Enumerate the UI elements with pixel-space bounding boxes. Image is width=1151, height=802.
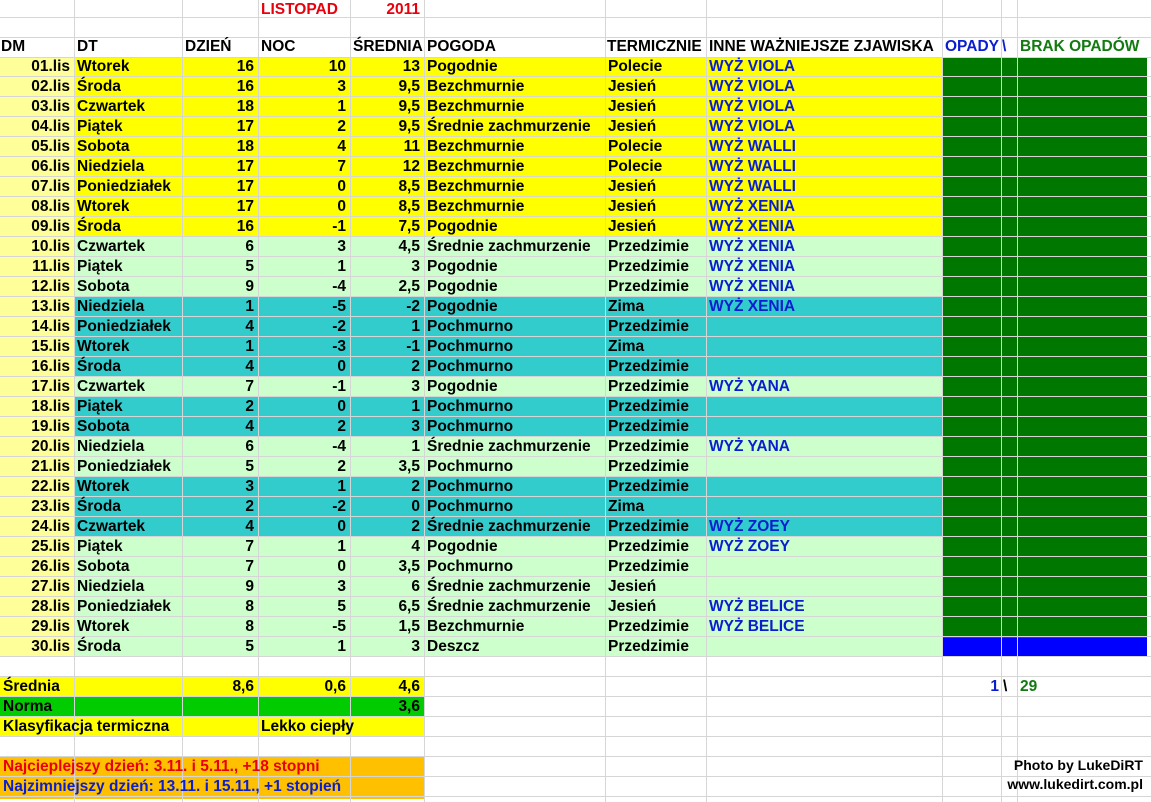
night-temp-cell[interactable]: 5 [337, 598, 346, 615]
event-cell[interactable] [706, 357, 942, 377]
night-temp-cell[interactable]: 2 [337, 118, 346, 135]
event-cell[interactable]: WYŻ XENIA [709, 278, 796, 295]
weather-cell[interactable]: Średnie zachmurzenie [427, 598, 591, 615]
avg-temp-cell[interactable]: 2 [411, 518, 420, 535]
night-temp-cell[interactable]: 7 [337, 158, 346, 175]
thermal-cell[interactable]: Przedzimie [608, 538, 689, 555]
weather-cell[interactable]: Pochmurno [427, 418, 514, 435]
table-row [0, 517, 1151, 537]
table-row [0, 637, 1151, 657]
day-temp-cell[interactable]: 16 [236, 218, 254, 235]
weather-cell[interactable]: Bezchmurnie [427, 138, 525, 155]
night-temp-cell[interactable]: 0 [337, 558, 346, 575]
thermal-cell[interactable]: Przedzimie [608, 438, 689, 455]
avg-temp-cell[interactable]: 3,5 [398, 458, 420, 475]
thermal-cell[interactable]: Jesień [608, 98, 657, 115]
day-temp-cell[interactable]: 4 [245, 358, 254, 375]
weather-cell[interactable]: Pogodnie [427, 298, 498, 315]
weather-cell[interactable]: Średnie zachmurzenie [427, 578, 591, 595]
table-row [0, 337, 1151, 357]
weekday-cell[interactable]: Wtorek [77, 478, 130, 495]
date-cell[interactable]: 17.lis [31, 378, 70, 395]
table-row [0, 437, 1151, 457]
day-temp-cell[interactable]: 4 [245, 518, 254, 535]
day-temp-cell[interactable]: 2 [245, 398, 254, 415]
date-cell[interactable]: 21.lis [31, 458, 70, 475]
weather-cell[interactable]: Pochmurno [427, 338, 514, 355]
avg-temp-cell[interactable]: 2 [411, 358, 420, 375]
weekday-cell[interactable]: Niedziela [77, 438, 145, 455]
avg-temp-cell[interactable]: 11 [403, 138, 420, 155]
weekday-cell[interactable]: Sobota [77, 418, 130, 435]
thermal-cell[interactable]: Przedzimie [608, 398, 689, 415]
thermal-cell[interactable]: Przedzimie [608, 278, 689, 295]
event-cell[interactable] [706, 637, 942, 657]
table-row [0, 597, 1151, 617]
class-value[interactable]: Lekko ciepły [261, 718, 355, 735]
night-temp-cell[interactable]: -1 [332, 378, 346, 395]
header-day[interactable]: DZIEŃ [185, 38, 232, 55]
event-cell[interactable] [706, 577, 942, 597]
event-cell[interactable]: WYŻ YANA [709, 378, 790, 395]
table-row [0, 377, 1151, 397]
event-cell[interactable]: WYŻ XENIA [709, 218, 796, 235]
thermal-cell[interactable]: Przedzimie [608, 378, 689, 395]
thermal-cell[interactable]: Przedzimie [608, 258, 689, 275]
thermal-cell[interactable]: Jesień [608, 178, 657, 195]
weekday-cell[interactable]: Piątek [77, 398, 123, 415]
date-cell[interactable]: 30.lis [31, 638, 70, 655]
summary-sep: \ [1003, 678, 1008, 695]
date-cell[interactable]: 22.lis [31, 478, 70, 495]
avg-temp-cell[interactable]: 3,5 [398, 558, 420, 575]
date-cell[interactable]: 20.lis [31, 438, 70, 455]
day-temp-cell[interactable]: 17 [236, 198, 254, 215]
date-cell[interactable]: 04.lis [31, 118, 70, 135]
day-temp-cell[interactable]: 1 [245, 338, 254, 355]
day-temp-cell[interactable]: 9 [245, 578, 254, 595]
thermal-cell[interactable]: Przedzimie [608, 418, 689, 435]
weather-cell[interactable]: Średnie zachmurzenie [427, 438, 591, 455]
event-cell[interactable]: WYŻ XENIA [709, 258, 796, 275]
event-cell[interactable]: WYŻ WALLI [709, 138, 796, 155]
header-noprecip[interactable]: BRAK OPADÓW [1020, 38, 1140, 55]
night-temp-cell[interactable]: 1 [337, 638, 346, 655]
table-row [0, 97, 1151, 117]
event-cell[interactable]: WYŻ BELICE [709, 618, 805, 635]
night-temp-cell[interactable]: 2 [337, 418, 346, 435]
header-events[interactable]: INNE WAŻNIEJSZE ZJAWISKA [709, 38, 934, 55]
date-cell[interactable]: 10.lis [31, 238, 70, 255]
night-temp-cell[interactable]: 0 [337, 358, 346, 375]
thermal-cell[interactable]: Jesień [608, 118, 657, 135]
event-cell[interactable]: WYŻ XENIA [709, 238, 796, 255]
day-temp-cell[interactable]: 8 [245, 618, 254, 635]
date-cell[interactable]: 06.lis [31, 158, 70, 175]
date-cell[interactable]: 13.lis [31, 298, 70, 315]
table-row [0, 417, 1151, 437]
date-cell[interactable]: 28.lis [31, 598, 70, 615]
thermal-cell[interactable]: Przedzimie [608, 518, 689, 535]
event-cell[interactable]: WYŻ YANA [709, 438, 790, 455]
event-cell[interactable] [706, 497, 942, 517]
date-cell[interactable]: 07.lis [31, 178, 70, 195]
night-temp-cell[interactable]: 1 [337, 258, 346, 275]
weather-cell[interactable]: Pogodnie [427, 218, 498, 235]
weather-cell[interactable]: Pochmurno [427, 458, 514, 475]
class-label[interactable]: Klasyfikacja termiczna [3, 718, 170, 735]
event-cell[interactable]: WYŻ BELICE [709, 598, 805, 615]
table-row [0, 577, 1151, 597]
avg-night-value[interactable]: 0,6 [324, 678, 346, 695]
date-cell[interactable]: 24.lis [31, 518, 70, 535]
night-temp-cell[interactable]: 4 [337, 138, 346, 155]
day-temp-cell[interactable]: 16 [236, 58, 254, 75]
date-cell[interactable]: 09.lis [31, 218, 70, 235]
table-row [0, 77, 1151, 97]
event-cell[interactable]: WYŻ VIOLA [709, 78, 796, 95]
night-temp-cell[interactable]: 10 [328, 58, 346, 75]
date-cell[interactable]: 18.lis [31, 398, 70, 415]
thermal-cell[interactable]: Zima [608, 498, 645, 515]
table-row [0, 177, 1151, 197]
weekday-cell[interactable]: Środa [77, 498, 121, 515]
table-row [0, 537, 1151, 557]
header-sep: \ [1002, 38, 1007, 55]
coldest-day-note[interactable]: Najzimniejszy dzień: 13.11. i 15.11., +1 stopień [3, 778, 342, 795]
avg-temp-cell[interactable]: 13 [402, 58, 420, 75]
weather-cell[interactable]: Pogodnie [427, 258, 498, 275]
date-cell[interactable]: 27.lis [31, 578, 70, 595]
thermal-cell[interactable]: Polecie [608, 138, 663, 155]
weekday-cell[interactable]: Poniedziałek [77, 598, 171, 615]
weather-cell[interactable]: Pochmurno [427, 558, 514, 575]
weekday-cell[interactable]: Wtorek [77, 618, 130, 635]
thermal-cell[interactable]: Jesień [608, 598, 657, 615]
weekday-cell[interactable]: Wtorek [77, 338, 130, 355]
weather-cell[interactable]: Pogodnie [427, 58, 498, 75]
night-temp-cell[interactable]: 3 [337, 238, 346, 255]
avg-label[interactable]: Średnia [3, 678, 60, 695]
weather-cell[interactable]: Bezchmurnie [427, 178, 525, 195]
weekday-cell[interactable]: Wtorek [77, 198, 130, 215]
avg-temp-cell[interactable]: 4 [411, 538, 420, 555]
table-row [0, 137, 1151, 157]
event-cell[interactable] [706, 417, 942, 437]
day-temp-cell[interactable]: 6 [245, 438, 254, 455]
header-thermal[interactable]: TERMICZNIE [607, 38, 702, 55]
weekday-cell[interactable]: Poniedziałek [77, 458, 171, 475]
table-row [0, 297, 1151, 317]
avg-day-value[interactable]: 8,6 [232, 678, 254, 695]
night-temp-cell[interactable]: -2 [332, 498, 346, 515]
table-row [0, 557, 1151, 577]
table-row [0, 277, 1151, 297]
date-cell[interactable]: 05.lis [31, 138, 70, 155]
weekday-cell[interactable]: Piątek [77, 118, 123, 135]
avg-temp-cell[interactable]: 3 [411, 418, 420, 435]
night-temp-cell[interactable]: 0 [337, 198, 346, 215]
date-cell[interactable]: 14.lis [31, 318, 70, 335]
weekday-cell[interactable]: Poniedziałek [77, 178, 171, 195]
avg-temp-cell[interactable]: 6 [411, 578, 420, 595]
avg-temp-cell[interactable]: 9,5 [398, 78, 420, 95]
weekday-cell[interactable]: Środa [77, 638, 121, 655]
night-temp-cell[interactable]: -5 [332, 298, 346, 315]
avg-temp-cell[interactable]: 6,5 [398, 598, 420, 615]
weekday-cell[interactable]: Sobota [77, 138, 130, 155]
day-temp-cell[interactable]: 18 [236, 98, 254, 115]
weather-cell[interactable]: Średnie zachmurzenie [427, 518, 591, 535]
avg-temp-cell[interactable]: 3 [411, 258, 420, 275]
weekday-cell[interactable]: Środa [77, 78, 121, 95]
website-credit: www.lukedirt.com.pl [1007, 776, 1143, 792]
weekday-cell[interactable]: Sobota [77, 558, 130, 575]
weather-cell[interactable]: Pogodnie [427, 538, 498, 555]
weekday-cell[interactable]: Niedziela [77, 578, 145, 595]
avg-temp-cell[interactable]: 1 [411, 318, 420, 335]
event-cell[interactable]: WYŻ VIOLA [709, 98, 796, 115]
day-temp-cell[interactable]: 17 [236, 158, 254, 175]
weather-cell[interactable]: Bezchmurnie [427, 198, 525, 215]
event-cell[interactable] [706, 557, 942, 577]
date-cell[interactable]: 01.lis [31, 58, 70, 75]
event-cell[interactable]: WYŻ VIOLA [709, 58, 796, 75]
thermal-cell[interactable]: Przedzimie [608, 478, 689, 495]
weather-cell[interactable]: Pochmurno [427, 478, 514, 495]
weekday-cell[interactable]: Czwartek [77, 98, 146, 115]
night-temp-cell[interactable]: -1 [332, 218, 346, 235]
table-row [0, 217, 1151, 237]
weather-cell[interactable]: Bezchmurnie [427, 78, 525, 95]
table-row [0, 357, 1151, 377]
avg-temp-cell[interactable]: 12 [402, 158, 420, 175]
weekday-cell[interactable]: Wtorek [77, 58, 130, 75]
weather-cell[interactable]: Pochmurno [427, 498, 514, 515]
table-row [0, 457, 1151, 477]
date-cell[interactable]: 12.lis [31, 278, 70, 295]
norm-label[interactable]: Norma [3, 698, 53, 715]
avg-temp-cell[interactable]: -1 [406, 338, 420, 355]
table-row [0, 317, 1151, 337]
avg-temp-cell[interactable]: 0 [411, 498, 420, 515]
event-cell[interactable] [706, 337, 942, 357]
table-row [0, 477, 1151, 497]
night-temp-cell[interactable]: 3 [337, 578, 346, 595]
header-avg[interactable]: ŚREDNIA [353, 38, 423, 55]
thermal-cell[interactable]: Przedzimie [608, 558, 689, 575]
date-cell[interactable]: 11.lis [32, 258, 70, 275]
day-temp-cell[interactable]: 3 [245, 478, 254, 495]
night-temp-cell[interactable]: 0 [337, 178, 346, 195]
photo-credit: Photo by LukeDiRT [1013, 757, 1143, 773]
avg-temp-cell[interactable]: 8,5 [398, 178, 420, 195]
weekday-cell[interactable]: Piątek [77, 538, 123, 555]
event-cell[interactable]: WYŻ WALLI [709, 178, 796, 195]
event-cell[interactable]: WYŻ ZOEY [709, 518, 790, 535]
thermal-cell[interactable]: Jesień [608, 78, 657, 95]
weather-cell[interactable]: Deszcz [427, 638, 480, 655]
avg-avg-value[interactable]: 4,6 [398, 678, 420, 695]
table-row [0, 617, 1151, 637]
day-temp-cell[interactable]: 9 [245, 278, 254, 295]
date-cell[interactable]: 08.lis [31, 198, 70, 215]
night-temp-cell[interactable]: -3 [332, 338, 346, 355]
thermal-cell[interactable]: Przedzimie [608, 358, 689, 375]
weekday-cell[interactable]: Środa [77, 218, 121, 235]
weather-cell[interactable]: Pochmurno [427, 398, 514, 415]
avg-temp-cell[interactable]: 4,5 [398, 238, 420, 255]
thermal-cell[interactable]: Zima [608, 298, 645, 315]
weekday-cell[interactable]: Czwartek [77, 238, 146, 255]
weekday-cell[interactable]: Środa [77, 358, 121, 375]
avg-temp-cell[interactable]: 9,5 [398, 118, 420, 135]
event-cell[interactable]: WYŻ ZOEY [709, 538, 790, 555]
night-temp-cell[interactable]: 2 [337, 458, 346, 475]
date-cell[interactable]: 16.lis [31, 358, 70, 375]
header-weather[interactable]: POGODA [427, 38, 496, 55]
day-temp-cell[interactable]: 4 [245, 418, 254, 435]
thermal-cell[interactable]: Polecie [608, 58, 663, 75]
avg-temp-cell[interactable]: 1,5 [398, 618, 420, 635]
day-temp-cell[interactable]: 16 [236, 78, 254, 95]
day-temp-cell[interactable]: 7 [245, 558, 254, 575]
header-night[interactable]: NOC [261, 38, 296, 55]
night-temp-cell[interactable]: -5 [332, 618, 346, 635]
avg-temp-cell[interactable]: 7,5 [398, 218, 420, 235]
avg-temp-cell[interactable]: 9,5 [398, 98, 420, 115]
day-temp-cell[interactable]: 5 [245, 258, 254, 275]
thermal-cell[interactable]: Jesień [608, 218, 657, 235]
event-cell[interactable]: WYŻ VIOLA [709, 118, 796, 135]
day-temp-cell[interactable]: 7 [245, 378, 254, 395]
avg-temp-cell[interactable]: 8,5 [398, 198, 420, 215]
avg-temp-cell[interactable]: -2 [406, 298, 420, 315]
weather-cell[interactable]: Pogodnie [427, 278, 498, 295]
avg-temp-cell[interactable]: 3 [411, 378, 420, 395]
weather-cell[interactable]: Bezchmurnie [427, 158, 525, 175]
weather-cell[interactable]: Bezchmurnie [427, 98, 525, 115]
event-cell[interactable]: WYŻ WALLI [709, 158, 796, 175]
thermal-cell[interactable]: Przedzimie [608, 638, 689, 655]
day-temp-cell[interactable]: 1 [245, 298, 254, 315]
night-temp-cell[interactable]: 0 [337, 518, 346, 535]
day-temp-cell[interactable]: 5 [245, 638, 254, 655]
day-temp-cell[interactable]: 4 [245, 318, 254, 335]
day-temp-cell[interactable]: 17 [236, 178, 254, 195]
date-cell[interactable]: 29.lis [31, 618, 70, 635]
weekday-cell[interactable]: Niedziela [77, 158, 145, 175]
day-temp-cell[interactable]: 18 [236, 138, 254, 155]
avg-temp-cell[interactable]: 1 [411, 398, 420, 415]
date-cell[interactable]: 25.lis [31, 538, 70, 555]
avg-temp-cell[interactable]: 2 [411, 478, 420, 495]
night-temp-cell[interactable]: -4 [332, 278, 346, 295]
precip-days-value[interactable]: 1 [990, 678, 999, 695]
avg-temp-cell[interactable]: 3 [411, 638, 420, 655]
gridline [0, 17, 1151, 18]
weekday-cell[interactable]: Poniedziałek [77, 318, 171, 335]
weekday-cell[interactable]: Niedziela [77, 298, 145, 315]
thermal-cell[interactable]: Polecie [608, 158, 663, 175]
day-temp-cell[interactable]: 7 [245, 538, 254, 555]
date-cell[interactable]: 19.lis [31, 418, 70, 435]
table-row [0, 237, 1151, 257]
thermal-cell[interactable]: Przedzimie [608, 238, 689, 255]
day-temp-cell[interactable]: 2 [245, 498, 254, 515]
weather-cell[interactable]: Średnie zachmurzenie [427, 238, 591, 255]
night-temp-cell[interactable]: 1 [337, 478, 346, 495]
day-temp-cell[interactable]: 5 [245, 458, 254, 475]
thermal-cell[interactable]: Jesień [608, 198, 657, 215]
weather-cell[interactable]: Pochmurno [427, 358, 514, 375]
day-temp-cell[interactable]: 8 [245, 598, 254, 615]
table-row [0, 197, 1151, 217]
weather-cell[interactable]: Pochmurno [427, 318, 514, 335]
date-cell[interactable]: 26.lis [31, 558, 70, 575]
weekday-cell[interactable]: Sobota [77, 278, 130, 295]
thermal-cell[interactable]: Przedzimie [608, 618, 689, 635]
date-cell[interactable]: 23.lis [31, 498, 70, 515]
table-row [0, 397, 1151, 417]
day-temp-cell[interactable]: 6 [245, 238, 254, 255]
table-row [0, 117, 1151, 137]
date-cell[interactable]: 15.lis [31, 338, 70, 355]
table-row [0, 57, 1151, 77]
night-temp-cell[interactable]: -4 [332, 438, 346, 455]
event-cell[interactable] [706, 477, 942, 497]
night-temp-cell[interactable]: -2 [332, 318, 346, 335]
date-cell[interactable]: 03.lis [31, 98, 70, 115]
norm-value[interactable]: 3,6 [398, 698, 420, 715]
month-title[interactable]: LISTOPAD [261, 1, 338, 18]
event-cell[interactable]: WYŻ XENIA [709, 198, 796, 215]
thermal-cell[interactable]: Zima [608, 338, 645, 355]
avg-temp-cell[interactable]: 1 [411, 438, 420, 455]
header-precip[interactable]: OPADY [945, 38, 999, 55]
weekday-cell[interactable]: Czwartek [77, 518, 146, 535]
year-title[interactable]: 2011 [386, 1, 420, 18]
table-row [0, 257, 1151, 277]
weather-cell[interactable]: Pogodnie [427, 378, 498, 395]
noprecip-days-value[interactable]: 29 [1020, 678, 1038, 695]
night-temp-cell[interactable]: 3 [337, 78, 346, 95]
hottest-day-note[interactable]: Najcieplejszy dzień: 3.11. i 5.11., +18 stopni [3, 758, 320, 775]
table-row [0, 497, 1151, 517]
weather-cell[interactable]: Bezchmurnie [427, 618, 525, 635]
thermal-cell[interactable]: Przedzimie [608, 318, 689, 335]
table-row [0, 157, 1151, 177]
avg-temp-cell[interactable]: 2,5 [398, 278, 420, 295]
header-dm[interactable]: DM [1, 38, 26, 55]
day-temp-cell[interactable]: 17 [236, 118, 254, 135]
header-dt[interactable]: DT [77, 38, 98, 55]
thermal-cell[interactable]: Przedzimie [608, 458, 689, 475]
weather-cell[interactable]: Średnie zachmurzenie [427, 118, 591, 135]
event-cell[interactable] [706, 457, 942, 477]
weekday-cell[interactable]: Czwartek [77, 378, 146, 395]
thermal-cell[interactable]: Jesień [608, 578, 657, 595]
night-temp-cell[interactable]: 1 [337, 538, 346, 555]
night-temp-cell[interactable]: 0 [337, 398, 346, 415]
event-cell[interactable] [706, 317, 942, 337]
night-temp-cell[interactable]: 1 [337, 98, 346, 115]
weekday-cell[interactable]: Piątek [77, 258, 123, 275]
event-cell[interactable] [706, 397, 942, 417]
event-cell[interactable]: WYŻ XENIA [709, 298, 796, 315]
date-cell[interactable]: 02.lis [31, 78, 70, 95]
